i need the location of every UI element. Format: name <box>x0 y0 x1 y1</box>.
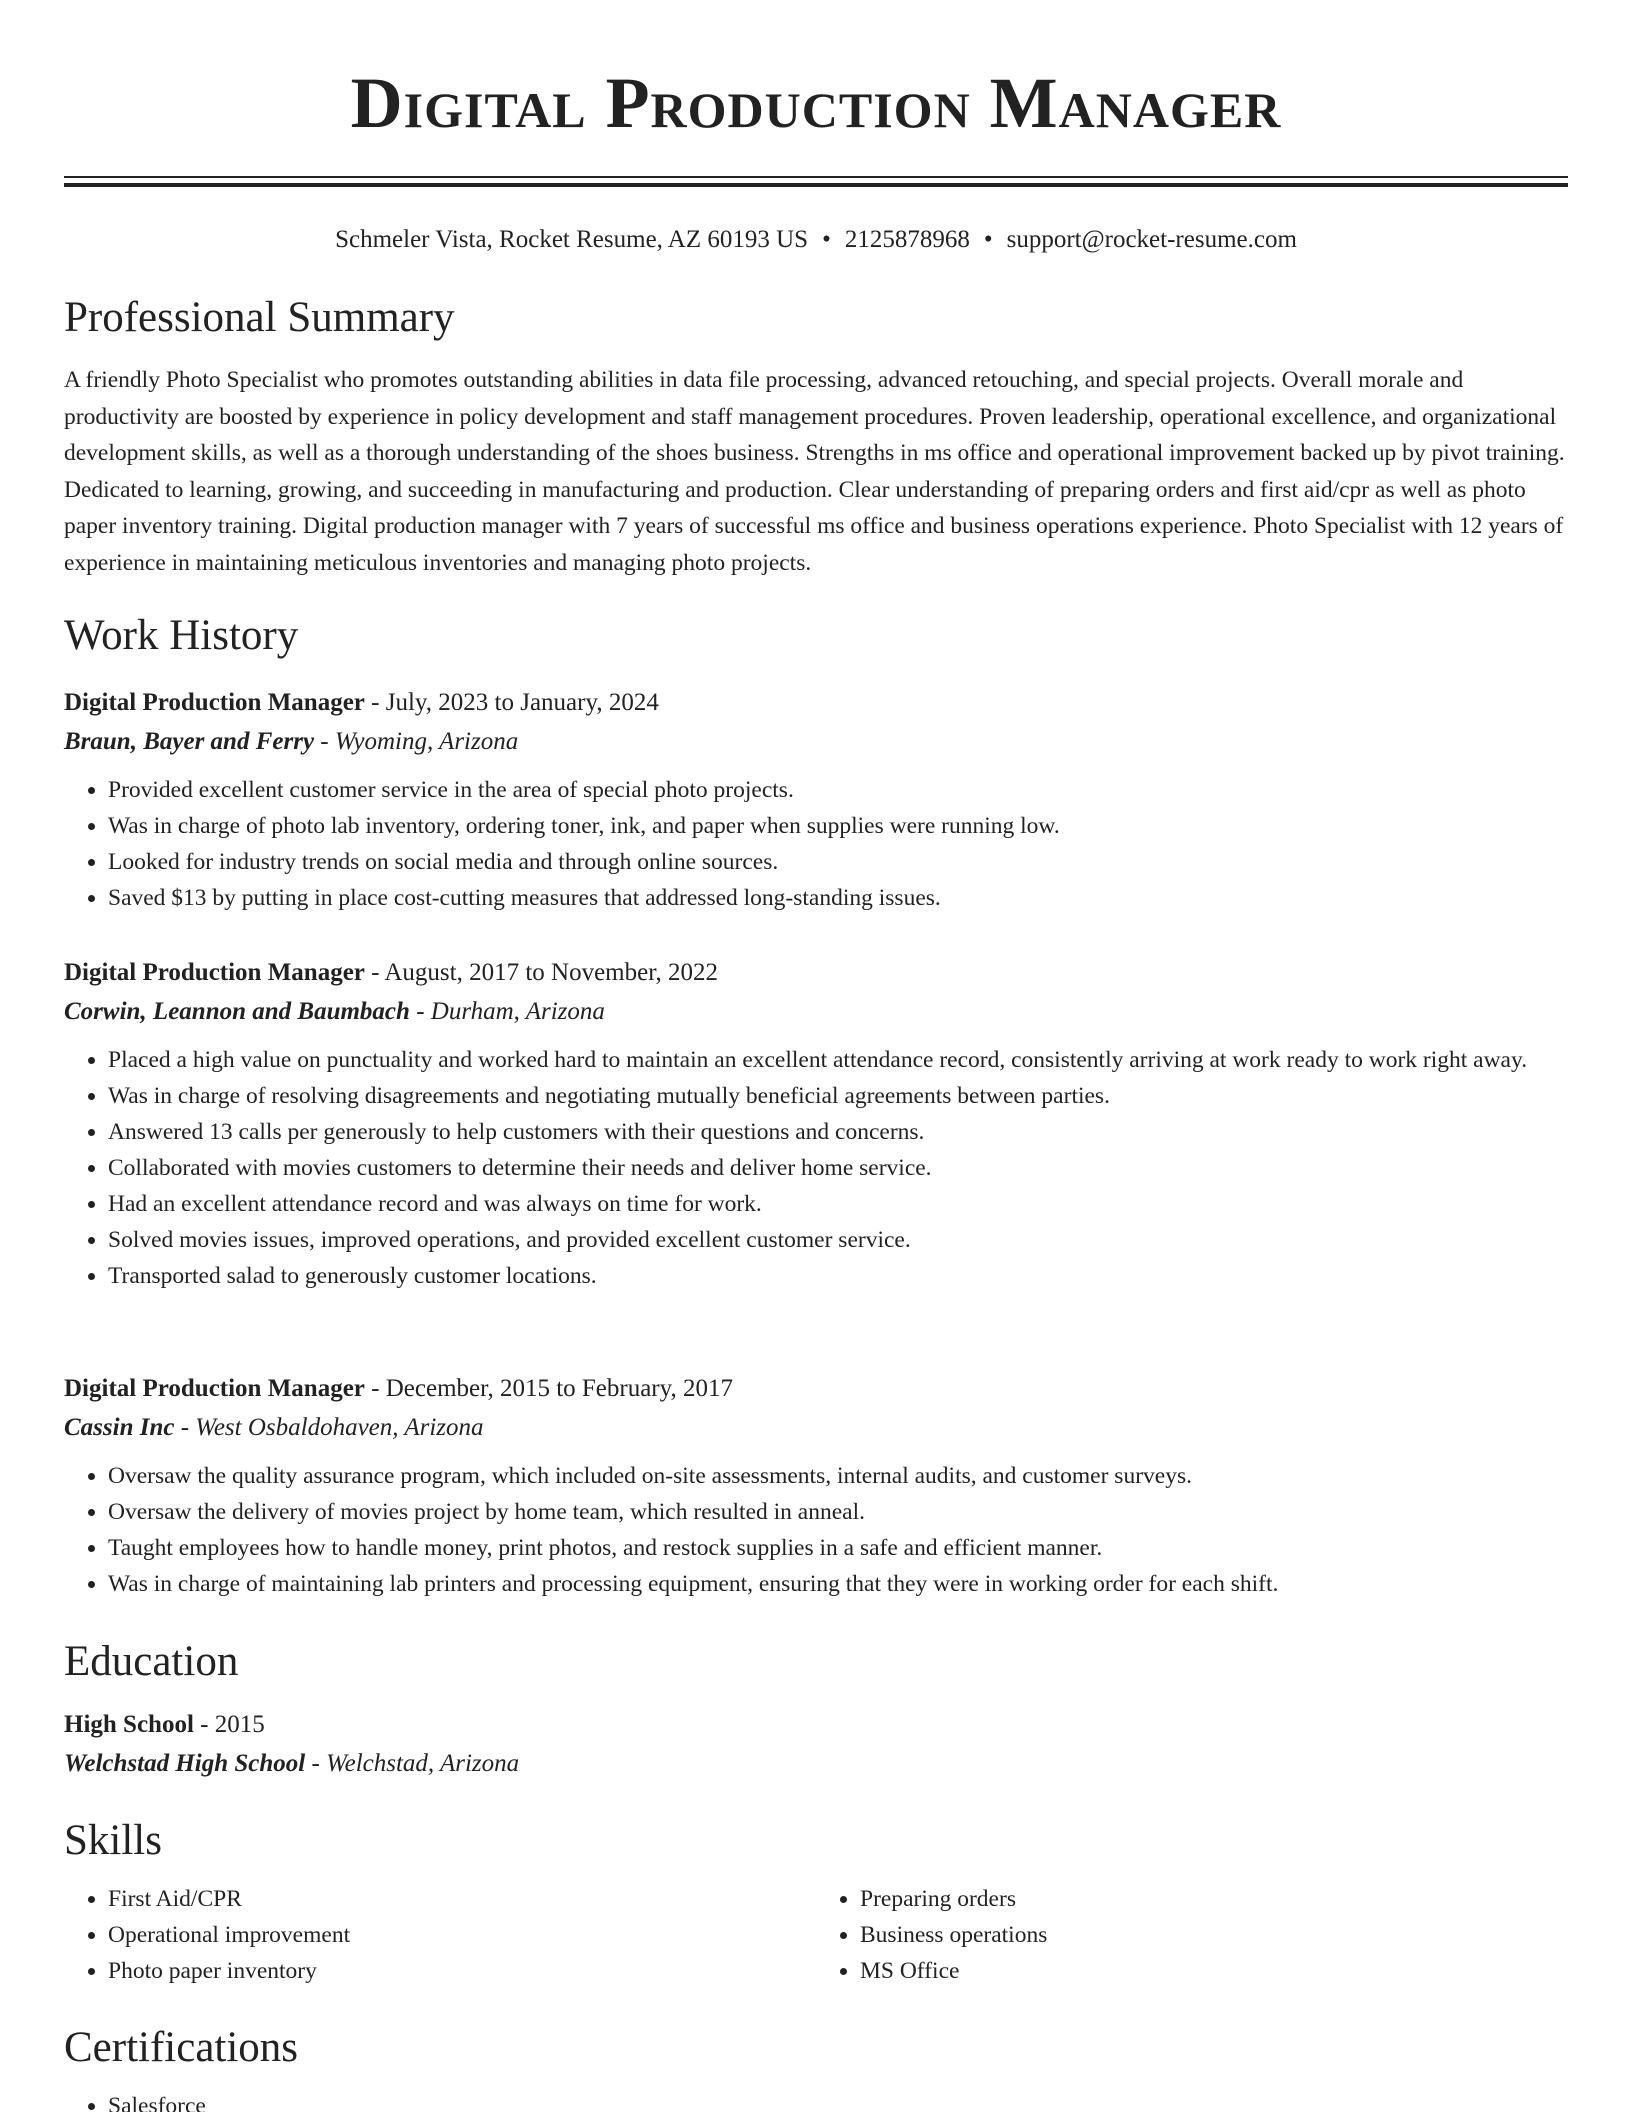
list-item: • Photo paper inventory <box>108 1953 816 1989</box>
contact-separator: • <box>822 226 831 253</box>
job-bullets <box>64 772 1568 916</box>
job-dates: - July, 2023 to January, 2024 <box>364 689 659 716</box>
list-item: • First Aid/CPR <box>108 1881 816 1917</box>
section-title-skills: Skills <box>64 1817 162 1864</box>
skills-list-right <box>816 1881 1568 1989</box>
contact-phone: 2125878968 <box>844 226 970 253</box>
list-item: • Answered 13 calls per generously to help customers with their questions and concerns. <box>108 1114 1568 1150</box>
contact-address: Schmeler Vista, Rocket Resume, AZ 60193 US <box>335 226 809 253</box>
list-item: • Salesforce <box>108 2088 1568 2112</box>
list-item: • Had an excellent attendance record and was always on time for work. <box>108 1186 1568 1222</box>
job-company: Corwin, Leannon and Baumbach <box>64 998 410 1025</box>
job-entry <box>64 684 1568 916</box>
section-title-summary: Professional Summary <box>64 294 455 341</box>
list-item: • Saved $13 by putting in place cost-cutting measures that addressed long-standing issues. <box>108 880 1568 916</box>
job-dates: - August, 2017 to November, 2022 <box>364 959 719 986</box>
job-role: Digital Production Manager <box>64 959 365 986</box>
list-item: • Was in charge of maintaining lab printers and processing equipment, ensuring that they were in working order for each shift. <box>108 1566 1568 1602</box>
job-role: Digital Production Manager <box>64 1375 365 1402</box>
job-heading <box>64 1370 1568 1408</box>
section-title-education: Education <box>64 1638 239 1685</box>
certifications-section <box>64 2020 1568 2112</box>
list-item: • MS Office <box>860 1953 1568 1989</box>
section-title-work-history: Work History <box>64 612 299 659</box>
education-school: Welchstad High School <box>64 1750 306 1777</box>
job-company: Braun, Bayer and Ferry <box>64 728 315 755</box>
contact-email: support@rocket-resume.com <box>1006 226 1297 253</box>
job-location: - Durham, Arizona <box>409 998 605 1025</box>
list-item: • Looked for industry trends on social media and through online sources. <box>108 844 1568 880</box>
work-history-section <box>64 608 1568 664</box>
job-company: Cassin Inc <box>64 1414 175 1441</box>
list-item: • Oversaw the delivery of movies project by home team, which resulted in anneal. <box>108 1494 1568 1530</box>
job-company-line <box>64 992 1568 1032</box>
list-item: • Transported salad to generously customer locations. <box>108 1258 1568 1294</box>
list-item: • Placed a high value on punctuality and worked hard to maintain an excellent attendance record, consistently arriving at work ready to work right away. <box>108 1042 1568 1078</box>
job-heading <box>64 684 1568 722</box>
list-item: • Provided excellent customer service in the area of special photo projects. <box>108 772 1568 808</box>
education-section <box>64 1634 1568 1784</box>
education-heading <box>64 1706 1568 1744</box>
contact-line <box>64 223 1568 257</box>
skills-list-left <box>64 1881 816 1989</box>
list-item: • Solved movies issues, improved operations, and provided excellent customer service. <box>108 1222 1568 1258</box>
job-role: Digital Production Manager <box>64 689 365 716</box>
summary-text: A friendly Photo Specialist who promotes outstanding abilities in data file processing, advanced retouching, and special projects. Overall morale and productivity are boosted by experience in policy development and staff management procedures. Proven leadership, operational excellence, and organizational development skills, as well as a thorough understanding of the shoes business. Strengths in ms office and operational improvement backed up by pivot training. Dedicated to learning, growing, and succeeding in manufacturing and production. Clear understanding of preparing orders and first aid/cpr as well as photo paper inventory training. Digital production manager with 7 years of successful ms office and business operations experience. Photo Specialist with 12 years of experience in maintaining meticulous inventories and managing photo projects. <box>64 367 1565 576</box>
job-bullets <box>64 1042 1568 1294</box>
job-entry <box>64 954 1568 1294</box>
section-title-certifications: Certifications <box>64 2024 299 2071</box>
list-item: • Collaborated with movies customers to determine their needs and deliver home service. <box>108 1150 1568 1186</box>
job-dates: - December, 2015 to February, 2017 <box>364 1375 734 1402</box>
education-location: - Welchstad, Arizona <box>305 1750 520 1777</box>
job-company-line <box>64 722 1568 762</box>
list-item: • Business operations <box>860 1917 1568 1953</box>
skills-columns <box>64 1869 1568 1989</box>
job-company-line <box>64 1408 1568 1448</box>
list-item: • Was in charge of photo lab inventory, ordering toner, ink, and paper when supplies were running low. <box>108 808 1568 844</box>
job-heading <box>64 954 1568 992</box>
list-item: • Oversaw the quality assurance program, which included on-site assessments, internal audits, and customer surveys. <box>108 1458 1568 1494</box>
job-entry <box>64 1370 1568 1602</box>
job-location: - West Osbaldohaven, Arizona <box>174 1414 484 1441</box>
education-year: - 2015 <box>193 1711 265 1738</box>
list-item: • Taught employees how to handle money, print photos, and restock supplies in a safe and efficient manner. <box>108 1530 1568 1566</box>
summary-section <box>64 290 1568 581</box>
list-item: • Was in charge of resolving disagreements and negotiating mutually beneficial agreements between parties. <box>108 1078 1568 1114</box>
contact-separator: • <box>983 226 993 253</box>
list-item: • Operational improvement <box>108 1917 816 1953</box>
education-school-line <box>64 1744 1568 1784</box>
job-bullets <box>64 1458 1568 1602</box>
header-divider <box>64 176 1568 187</box>
list-item: • Preparing orders <box>860 1881 1568 1917</box>
skills-section <box>64 1813 1568 1989</box>
job-location: - Wyoming, Arizona <box>314 728 519 755</box>
resume-name: Digital Production Manager <box>350 63 1282 143</box>
education-degree: High School <box>64 1711 194 1738</box>
certifications-list <box>64 2088 1568 2112</box>
